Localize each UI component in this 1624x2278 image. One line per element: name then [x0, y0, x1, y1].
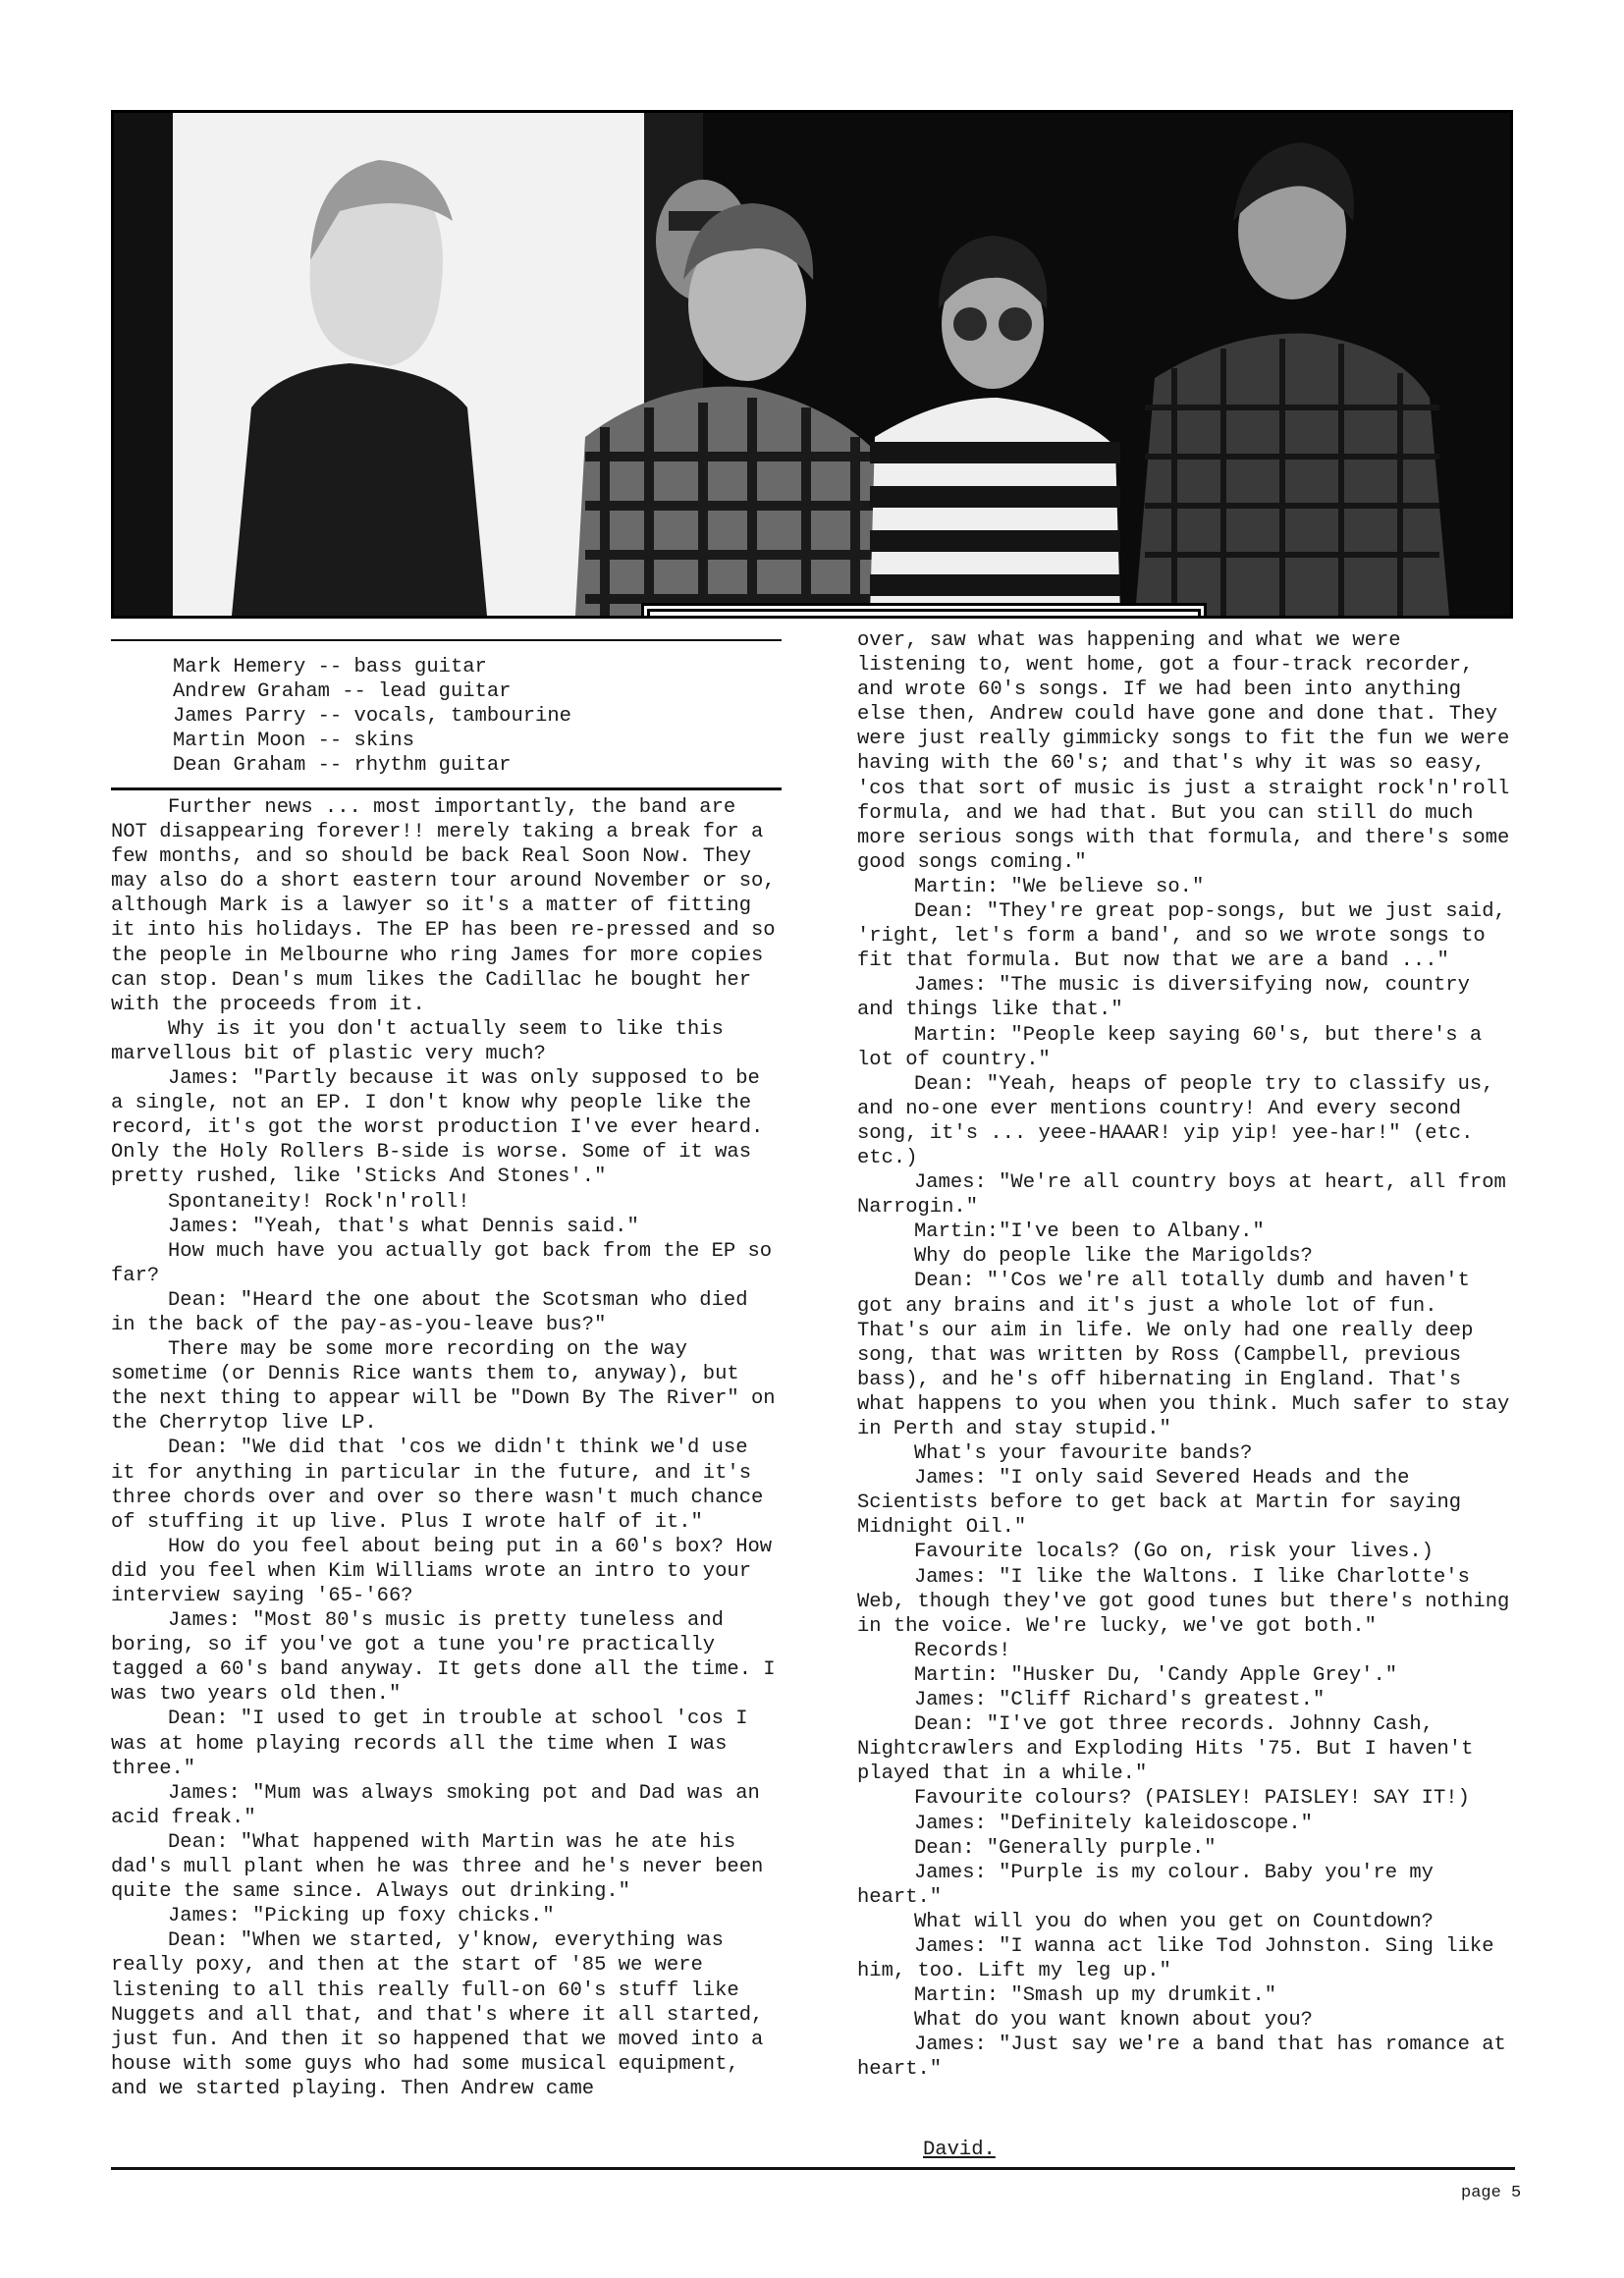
- paragraph: Records!: [914, 1639, 1011, 1662]
- paragraph: James: "Most 80's music is pretty tuneless and boring, so if you've got a tune you're practically tagged a 60's band anyway. It gets done all the time. I was two years old then.": [111, 1609, 776, 1707]
- page-number: page 5: [1461, 2184, 1522, 2202]
- paragraph: Dean: "Heard the one about the Scotsman who died in the back of the pay-as-you-leave bus?": [111, 1288, 748, 1336]
- lineup-item: Andrew Graham -- lead guitar: [173, 680, 512, 704]
- author-signature: David.: [923, 2139, 996, 2161]
- paragraph: What will you do when you get on Countdown?: [914, 1910, 1434, 1933]
- paragraph: Martin: "People keep saying 60's, but there's a lot of country.": [857, 1023, 1483, 1071]
- paragraph: James: "I like the Waltons. I like Charlotte's Web, though they've got good tunes but there's nothing in the voice. We're lucky, we've got both.": [857, 1565, 1510, 1638]
- lineup-item: James Parry -- vocals, tambourine: [173, 705, 571, 729]
- paragraph: Favourite locals? (Go on, risk your lives.): [914, 1541, 1434, 1564]
- paragraph: James: "Definitely kaleidoscope.": [914, 1812, 1313, 1835]
- title-box: [647, 609, 1201, 619]
- paragraph: What do you want known about you?: [914, 2009, 1313, 2033]
- lineup-top-rule: [111, 639, 782, 641]
- paragraph: Martin:"I've been to Albany.": [914, 1220, 1265, 1244]
- lineup-item: Martin Moon -- skins: [173, 730, 415, 753]
- paragraph: James: "We're all country boys at heart, all from Narrogin.": [857, 1171, 1506, 1220]
- paragraph: Spontaneity! Rock'n'roll!: [168, 1190, 470, 1214]
- paragraph: What's your favourite bands?: [914, 1442, 1253, 1466]
- paragraph: James: "The music is diversifying now, country and things like that.": [857, 974, 1470, 1022]
- paragraph: James: "Purple is my colour. Baby you're my heart.": [857, 1861, 1434, 1909]
- paragraph: Dean: "Yeah, heaps of people try to classify us, and no-one ever mentions country! And every second song, it's ... yeee-HAAAR! yip yip! yee-har!" (etc. etc.): [857, 1072, 1494, 1169]
- paragraph: Martin: "Husker Du, 'Candy Apple Grey'.": [914, 1663, 1398, 1687]
- band-photo: [111, 110, 1513, 619]
- paragraph: James: "Yeah, that's what Dennis said.": [168, 1215, 639, 1238]
- paragraph: Why is it you don't actually seem to like this marvellous bit of plastic very much?: [111, 1017, 724, 1065]
- lineup-bottom-rule: [111, 787, 782, 790]
- band-photo-illustration: [114, 113, 1510, 616]
- left-column: [111, 795, 781, 2101]
- paragraph: Further news ... most importantly, the band are NOT disappearing forever!! merely taking a break for a few months, and so should be back Real Soon Now. They may also do a short eastern tour around November or so, although Mark is a lawyer so it's a matter of fitting it into his holidays. The EP has been re-pressed and so the people in Melbourne who ring James for more copies can stop. Dean's mum likes the Cadillac he bought her with the proceeds from it.: [111, 796, 776, 1016]
- paragraph: James: "Picking up foxy chicks.": [168, 1905, 555, 1928]
- paragraph: Dean: "I used to get in trouble at school 'cos I was at home playing records all the time when I was three.": [111, 1708, 748, 1780]
- right-column: [857, 628, 1517, 2083]
- paragraph: James: "I only said Severed Heads and the Scientists before to get back at Martin for saying Midnight Oil.": [857, 1467, 1462, 1540]
- paragraph: Dean: "We did that 'cos we didn't think we'd use it for anything in particular in the future, and it's three chords over and over so there wasn't much chance of stuffing it up live. Plus I wrote half of it.": [111, 1437, 764, 1534]
- paragraph: There may be some more recording on the way sometime (or Dennis Rice wants them to, anyway), but the next thing to appear will be "Down By The River" on the Cherrytop live LP.: [111, 1338, 776, 1436]
- paragraph: Dean: "They're great pop-songs, but we just said, 'right, let's form a band', and so we wrote songs to fit that formula. But now that we are a band ...": [857, 900, 1506, 973]
- paragraph: Martin: "Smash up my drumkit.": [914, 1984, 1277, 2008]
- paragraph: How much have you actually got back from the EP so far?: [111, 1239, 773, 1287]
- paragraph: James: "I wanna act like Tod Johnston. Sing like him, too. Lift my leg up.": [857, 1934, 1494, 1983]
- paragraph: How do you feel about being put in a 60's box? How did you feel when Kim Williams wrote an intro to your interview saying '65-'66?: [111, 1535, 773, 1607]
- paragraph: Dean: "When we started, y'know, everything was really poxy, and then at the start of '85 we were listening to all this really full-on 60's stuff like Nuggets and all that, and that's where it all started, just fun. And then it so happened that we moved into a house with some guys who had some musical equipment, and we started playing. Then Andrew came: [111, 1929, 764, 2100]
- footer-rule: [111, 2167, 1515, 2170]
- paragraph: James: "Partly because it was only supposed to be a single, not an EP. I don't know why people like the record, it's got the worst production I've ever heard. Only the Holy Rollers B-side is worse. Some of it was pretty rushed, like 'Sticks And Stones'.": [111, 1067, 764, 1189]
- paragraph: Dean: "Generally purple.": [914, 1836, 1217, 1860]
- paragraph: Martin: "We believe so.": [914, 875, 1205, 898]
- paragraph: James: "Cliff Richard's greatest.": [914, 1689, 1326, 1712]
- lineup-item: Dean Graham -- rhythm guitar: [173, 754, 512, 778]
- paragraph: over, saw what was happening and what we were listening to, went home, got a four-track recorder, and wrote 60's songs. If we had been into anything else then, Andrew could have gone and done that. They were just really gimmicky songs to fit the fun we were having with the 60's; and that's why it was so easy, 'cos that sort of music is just a straight rock'n'roll formula, and we had that. But you can still do much more serious songs with that formula, and there's some good songs coming.": [857, 629, 1510, 874]
- paragraph: James: "Just say we're a band that has romance at heart.": [857, 2034, 1506, 2082]
- lineup-item: Mark Hemery -- bass guitar: [173, 656, 487, 678]
- band-lineup: [173, 655, 571, 778]
- paragraph: Dean: "'Cos we're all totally dumb and haven't got any brains and it's just a whole lot of fun. That's our aim in life. We only had one really deep song, that was written by Ross (Campbell, previous bass), and he's off hibernating in England. That's what happens to you when you think. Much safer to stay in Perth and stay stupid.": [857, 1270, 1510, 1440]
- paragraph: James: "Mum was always smoking pot and Dad was an acid freak.": [111, 1781, 760, 1829]
- paragraph: Favourite colours? (PAISLEY! PAISLEY! SAY IT!): [914, 1787, 1470, 1811]
- paragraph: Dean: "What happened with Martin was he ate his dad's mull plant when he was three and he's never been quite the same since. Always out drinking.": [111, 1830, 764, 1904]
- paragraph: Why do people like the Marigolds?: [914, 1245, 1313, 1269]
- paragraph: Dean: "I've got three records. Johnny Cash, Nightcrawlers and Exploding Hits '75. But I haven't played that in a while.": [857, 1713, 1474, 1786]
